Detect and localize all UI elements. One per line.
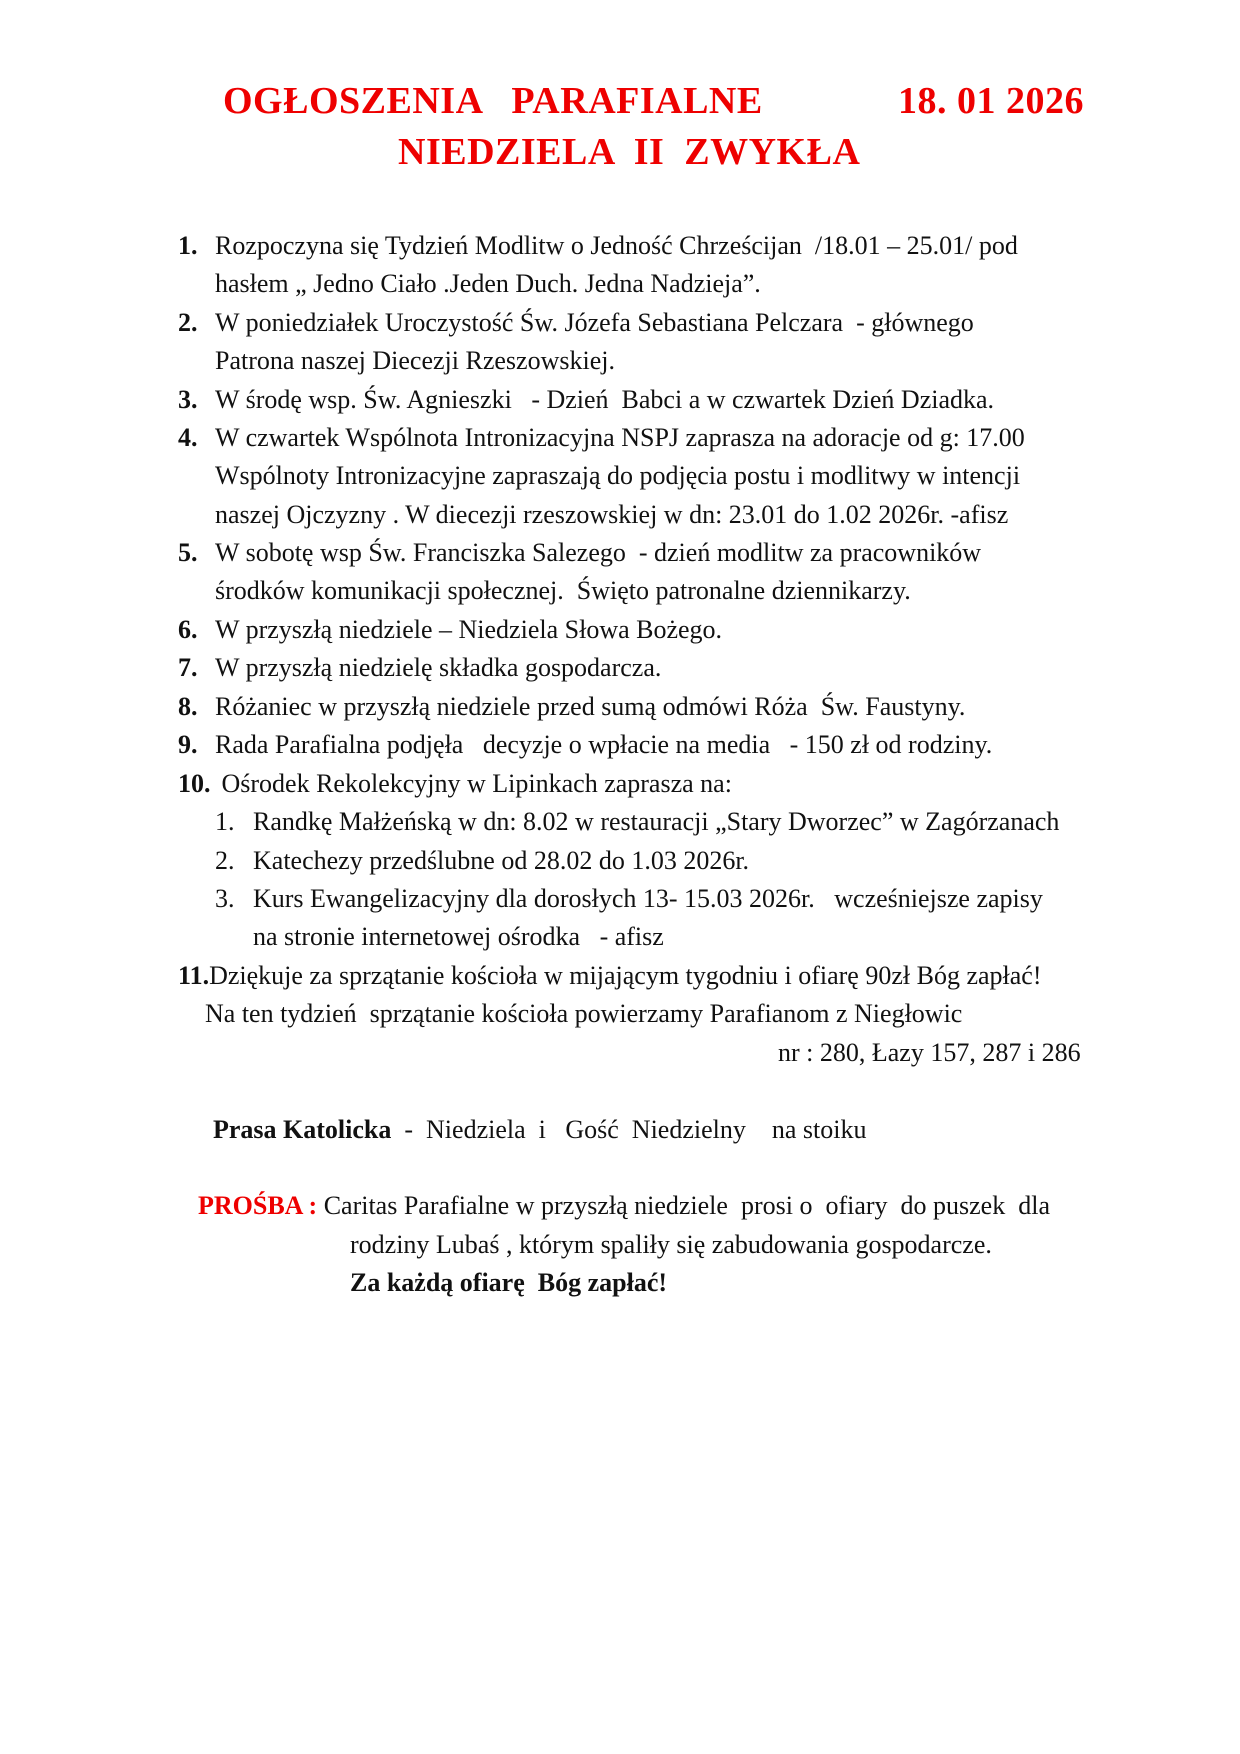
item-text: naszej Ojczyzny . W diecezji rzeszowskiej w dn: 23.01 do 1.02 2026r. -afisz [215,500,1009,529]
request-closing: Za każdą ofiarę Bóg zapłać! [350,1268,668,1297]
item-text: W środę wsp. Św. Agnieszki - Dzień Babci a w czwartek Dzień Dziadka. [215,385,995,414]
list-item [178,694,198,720]
item-number: 9. [178,730,198,759]
item-number: 5. [178,538,198,567]
list-item [178,387,198,413]
item-number: 6. [178,615,198,644]
item-text: W sobotę wsp Św. Franciszka Salezego - dzień modlitw za pracowników [215,538,982,567]
item-text: Patrona naszej Diecezji Rzeszowskiej. [215,346,615,375]
item-text: Rada Parafialna podjęła decyzje o wpłacie na media - 150 zł od rodziny. [215,730,993,759]
item-text: Na ten tydzień sprzątanie kościoła powierzamy Parafianom z Niegłowic [205,999,963,1028]
list-item [178,310,198,336]
request-note [198,1193,1050,1219]
item-text: Wspólnoty Intronizacyjne zapraszają do podjęcia postu i modlitwy w intencji [215,461,1021,490]
request-text: rodziny Lubaś , którym spaliły się zabudowania gospodarcze. [350,1230,992,1259]
request-label: PROŚBA : [198,1191,318,1220]
item-text: Różaniec w przyszłą niedziele przed sumą odmówi Róża Św. Faustyny. [215,692,966,721]
page-subtitle: NIEDZIELA II ZWYKŁA [398,131,861,173]
item-number: 2. [178,308,198,337]
item-text: Ośrodek Rekolekcyjny w Lipinkach zaprasza na: [215,769,732,798]
list-item [178,233,198,259]
list-item [178,963,1041,989]
sublist-item: Randkę Małżeńską w dn: 8.02 w restauracji „Stary Dworzec” w Zagórzanach [253,807,1060,836]
item-text: hasłem „ Jedno Ciało .Jeden Duch. Jedna Nadzieja”. [215,269,761,298]
press-label: Prasa Katolicka [213,1115,392,1144]
item-number: 4. [178,423,198,452]
item-text: W czwartek Wspólnota Intronizacyjna NSPJ zaprasza na adoracje od g: 17.00 [215,423,1025,452]
list-item [178,771,211,797]
list-item [178,540,198,566]
sublist-number: 3. [215,884,235,913]
item-text: W przyszłą niedziele – Niedziela Słowa Bożego. [215,615,723,644]
press-note [213,1117,866,1143]
sublist-item: Kurs Ewangelizacyjny dla dorosłych 13- 15.03 2026r. wcześniejsze zapisy [253,884,1043,913]
item-text: nr : 280, Łazy 157, 287 i 286 [778,1038,1081,1067]
item-number: 11. [178,961,210,990]
item-text: W przyszłą niedzielę składka gospodarcza. [215,653,662,682]
item-number: 10. [178,769,211,798]
list-item [178,425,198,451]
item-number: 7. [178,653,198,682]
item-number: 3. [178,385,198,414]
press-text: - Niedziela i Gość Niedzielny na stoiku [391,1115,867,1144]
list-item [178,617,198,643]
list-item [178,655,198,681]
sublist-number: 2. [215,846,235,875]
sublist-item: Katechezy przedślubne od 28.02 do 1.03 2026r. [253,846,750,875]
list-item [178,732,198,758]
request-text: Caritas Parafialne w przyszłą niedziele prosi o ofiary do puszek dla [317,1191,1050,1220]
item-number: 8. [178,692,198,721]
sublist-number: 1. [215,807,235,836]
item-text: W poniedziałek Uroczystość Św. Józefa Sebastiana Pelczara - głównego [215,308,974,337]
item-text: środków komunikacji społecznej. Święto patronalne dziennikarzy. [215,576,911,605]
sublist-item: na stronie internetowej ośrodka - afisz [253,922,664,951]
item-text: Dziękuje za sprzątanie kościoła w mijającym tygodniu i ofiarę 90zł Bóg zapłać! [209,961,1042,990]
announcement-date: 18. 01 2026 [898,80,1084,122]
page-title: OGŁOSZENIA PARAFIALNE [223,80,763,122]
item-number: 1. [178,231,198,260]
item-text: Rozpoczyna się Tydzień Modlitw o Jedność Chrześcijan /18.01 – 25.01/ pod [215,231,1018,260]
